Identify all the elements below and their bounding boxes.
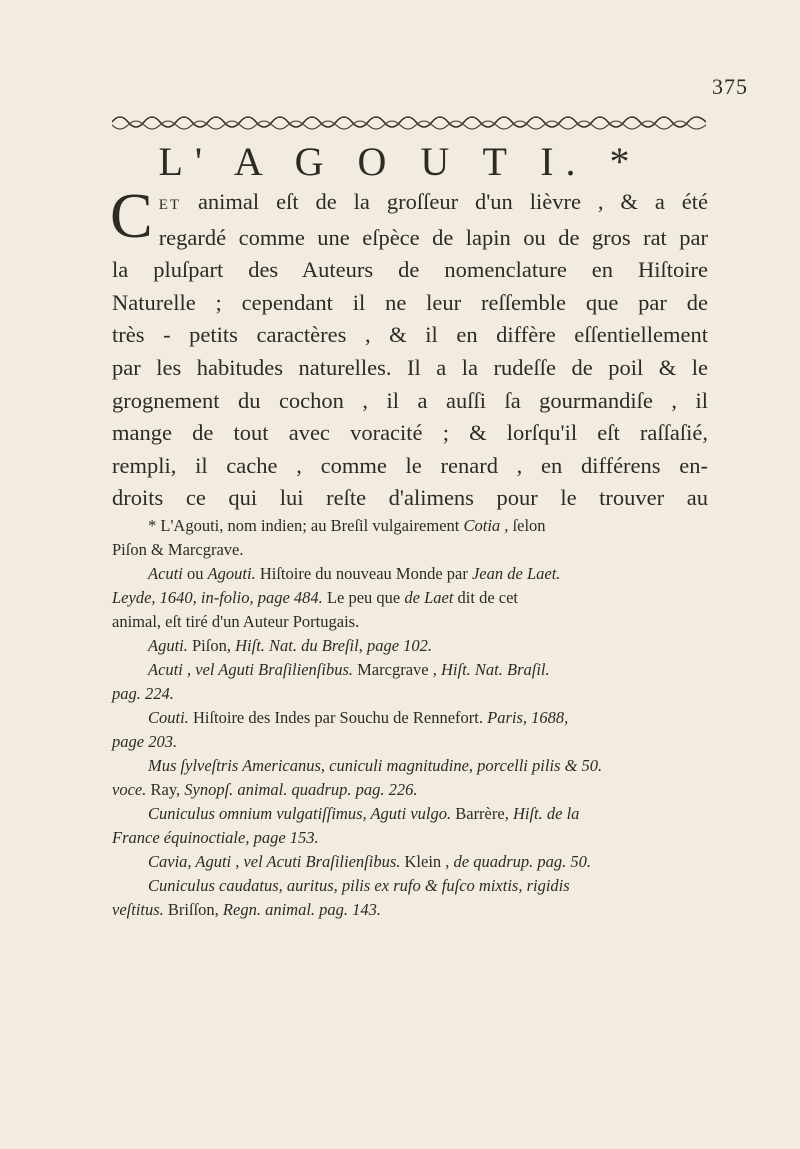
footnotes bbox=[112, 514, 708, 922]
footnote-line: Leyde, 1640, in-folio, page 484. Le peu que de Laet dit de cet bbox=[112, 588, 519, 607]
footnote-line: page 203. bbox=[112, 732, 178, 751]
footnote-line: Cuniculus caudatus, auritus, pilis ex rufo & fuſco mixtis, rigidis bbox=[148, 876, 570, 895]
body-line: droits ce qui lui reſte d'alimens pour le trouver au bbox=[112, 485, 708, 511]
footnote-line: Couti. Hiſtoire des Indes par Souchu de Rennefort. Paris, 1688, bbox=[148, 708, 569, 727]
main-paragraph bbox=[110, 180, 708, 515]
footnote-line: animal, eſt tiré d'un Auteur Portugais. bbox=[112, 612, 360, 631]
body-line: rempli, il cache , comme le renard , en différens en- bbox=[112, 452, 708, 478]
body-line: mange de tout avec voracité ; & lorſqu'il eſt raſſaſié, bbox=[112, 420, 708, 446]
footnote-line: pag. 224. bbox=[112, 684, 174, 703]
body-line: très - petits caractères , & il en diffère eſſentiellement bbox=[112, 322, 708, 348]
footnote-line: * L'Agouti, nom indien; au Breſil vulgairement Cotia , ſelon bbox=[148, 516, 546, 535]
footnote-line: Mus ſylveſtris Americanus, cuniculi magnitudine, porcelli pilis & 50. bbox=[148, 756, 603, 775]
footnote-line: Cavia, Aguti , vel Acuti Braſilienſibus. Klein , de quadrup. pag. 50. bbox=[148, 852, 592, 871]
decorative-ornament-band bbox=[112, 112, 706, 132]
footnote-line: voce. Ray, Synopſ. animal. quadrup. pag. 226. bbox=[112, 780, 418, 799]
footnote-line: France équinoctiale, page 153. bbox=[112, 828, 319, 847]
footnote-line: Acuti ou Agouti. Hiſtoire du nouveau Monde par Jean de Laet. bbox=[148, 564, 561, 583]
first-word-rest: ET bbox=[158, 197, 182, 213]
body-line: la pluſpart des Auteurs de nomenclature en Hiſtoire bbox=[112, 257, 708, 283]
chapter-title: L' A G O U T I. * bbox=[158, 139, 642, 184]
body-line bbox=[112, 186, 708, 222]
footnote-line: Aguti. Piſon, Hiſt. Nat. du Breſil, page 102. bbox=[148, 636, 433, 655]
body-line: Naturelle ; cependant il ne leur reſſemble que par de bbox=[112, 289, 708, 315]
body-line: regardé comme une eſpèce de lapin ou de gros rat par bbox=[158, 224, 708, 250]
body-line: par les habitudes naturelles. Il a la rudeſſe de poil & le bbox=[112, 354, 708, 380]
footnote-line: Cuniculus omnium vulgatiſſimus, Aguti vulgo. Barrère, Hiſt. de la bbox=[148, 804, 580, 823]
body-line-text: animal eſt de la groſſeur d'un lièvre , & a été bbox=[181, 189, 708, 214]
footnote-line: Piſon & Marcgrave. bbox=[112, 540, 244, 559]
footnote-line: veſtitus. Briſſon, Regn. animal. pag. 143. bbox=[112, 900, 382, 919]
footnote-line: Acuti , vel Aguti Braſilienſibus. Marcgrave , Hiſt. Nat. Braſil. bbox=[148, 660, 550, 679]
page-number: 375 bbox=[712, 74, 748, 99]
body-line: grognement du cochon , il a auſſi ſa gourmandiſe , il bbox=[112, 387, 708, 413]
drop-cap: C bbox=[110, 180, 153, 251]
